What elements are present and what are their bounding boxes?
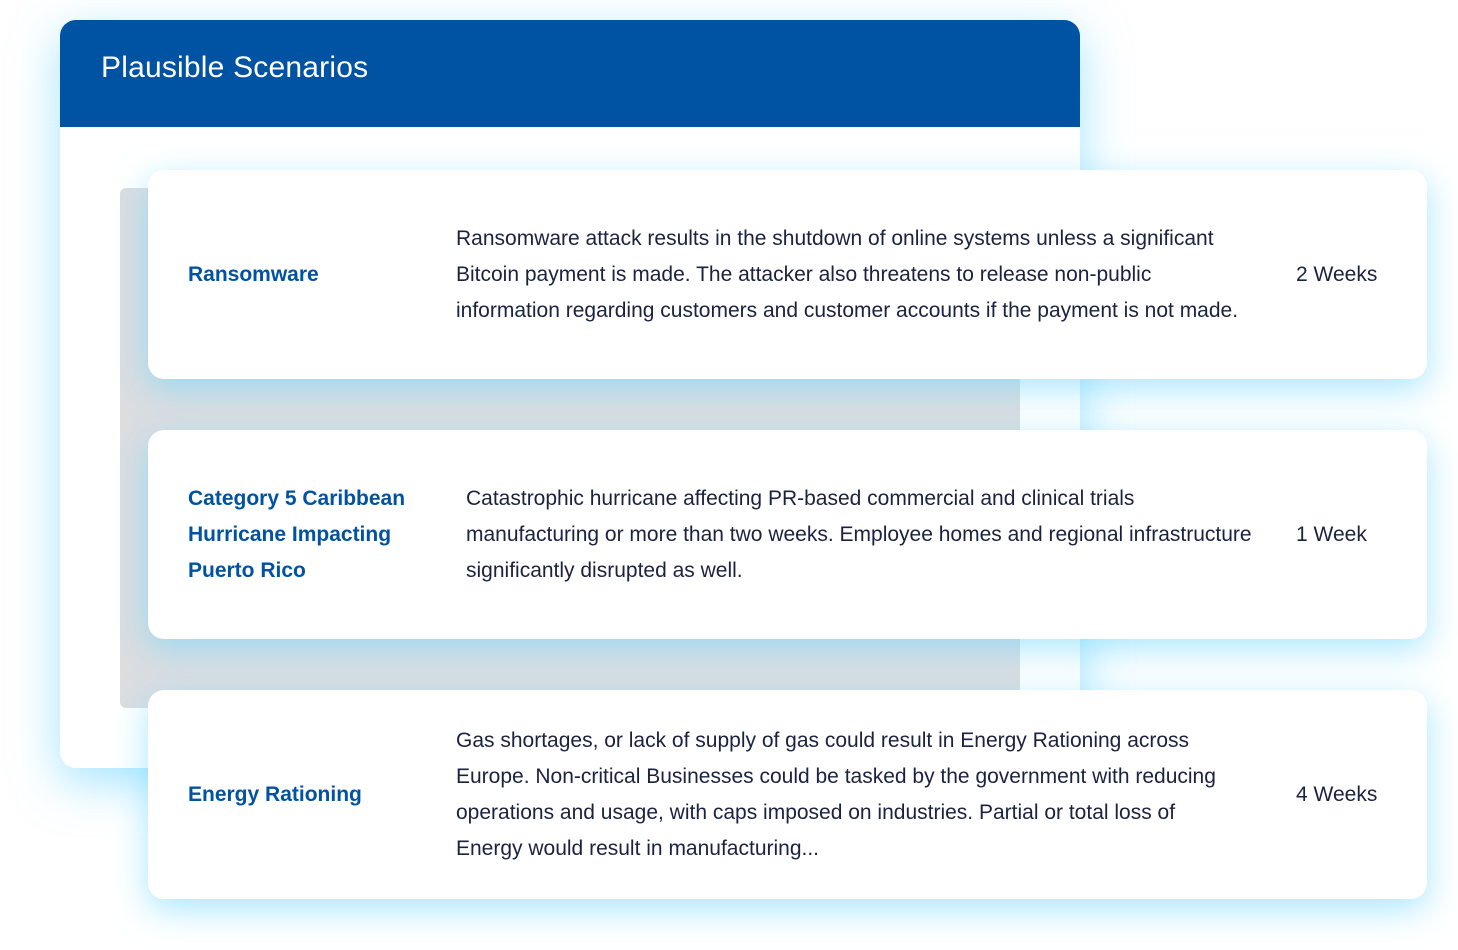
scenario-name: Ransomware [188,262,319,286]
scenario-name: Category 5 Caribbean Hurricane Impacting Puerto Rico [188,486,406,582]
scenario-description: Ransomware attack results in the shutdown of online systems unless a significant Bitcoin payment is made. The attacker also threatens to release non-public information regarding customers and customer accounts if the payment is not made. [456,226,1239,322]
scenario-description: Catastrophic hurricane affecting PR-based commercial and clinical trials manufacturing or more than two weeks. Employee homes and regional infrastructure significantly disrupted as well. [466,486,1252,582]
panel-header [60,20,1080,127]
scenario-description: Gas shortages, or lack of supply of gas could result in Energy Rationing across Europe. Non-critical Businesses could be tasked by the government with reducing operations and usage, with caps imposed on industries. Partial or total loss of Energy would result in manufacturing... [456,728,1216,860]
scenario-card [148,170,1427,379]
scenario-duration: 1 Week [1296,522,1367,546]
scenario-duration: 2 Weeks [1296,262,1378,286]
scenario-card [148,690,1427,899]
panel-title: Plausible Scenarios [101,50,369,84]
scenario-name: Energy Rationing [188,782,362,806]
scenario-duration: 4 Weeks [1296,782,1378,806]
scenario-card [148,430,1427,639]
